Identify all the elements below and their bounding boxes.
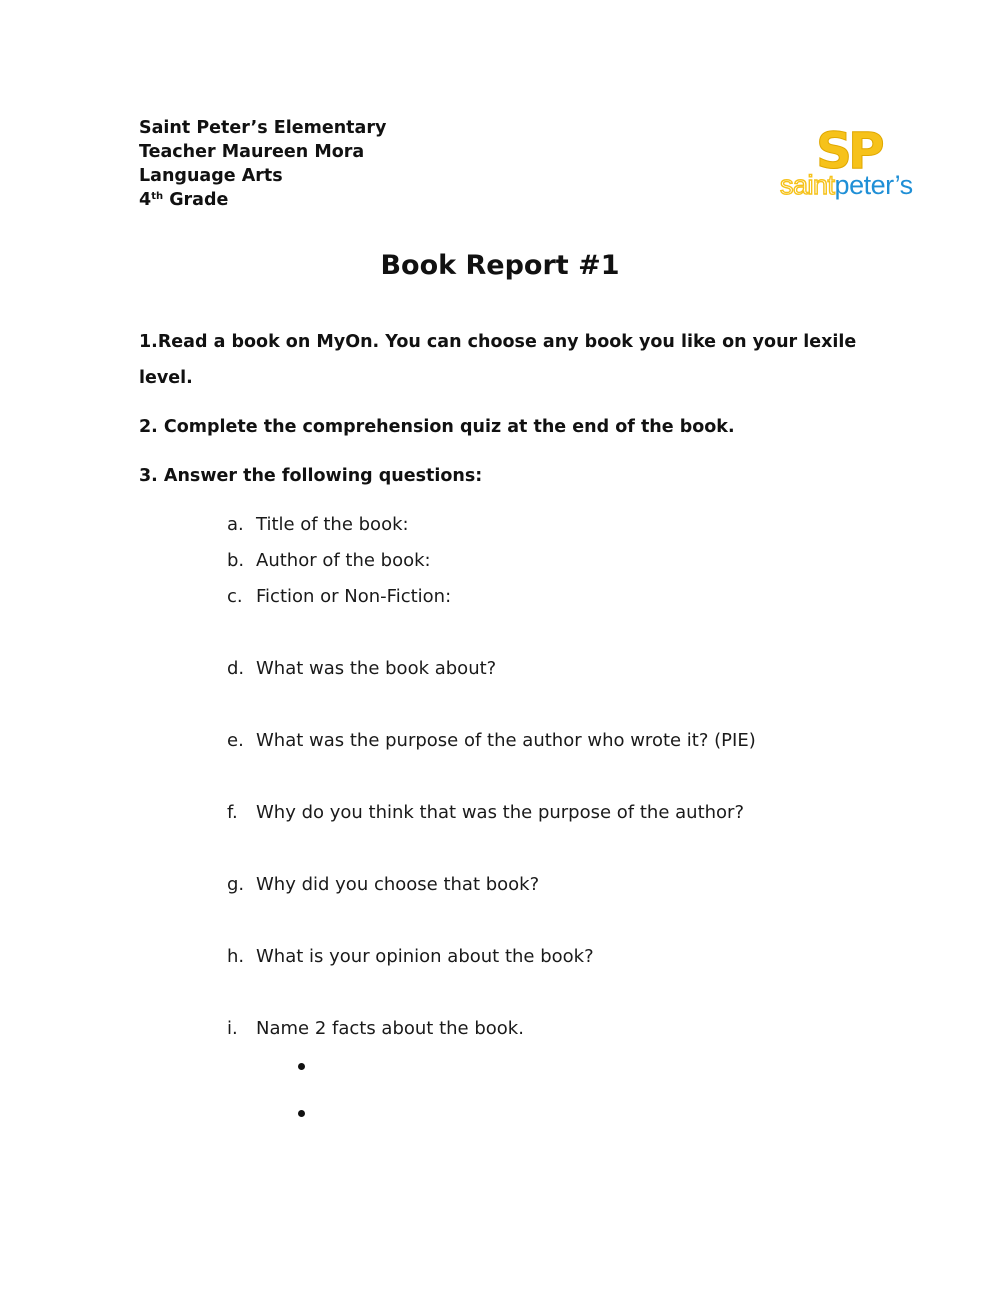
question-text: Why do you think that was the purpose of the author?	[256, 802, 744, 823]
question-text: Why did you choose that book?	[256, 874, 540, 895]
question-marker: f.	[227, 802, 238, 823]
grade-number: 4	[139, 190, 152, 210]
question-c	[227, 584, 451, 610]
grade-ordinal: th	[151, 191, 164, 202]
question-b	[227, 548, 431, 574]
header-block	[139, 116, 386, 212]
svg-text:saintpeter’s	[780, 170, 913, 200]
logo-word-peters: peter’s	[834, 170, 913, 200]
teacher-name: Teacher Maureen Mora	[139, 142, 365, 162]
question-a	[227, 512, 409, 538]
logo-monogram: SP	[816, 122, 881, 180]
saint-peters-logo	[778, 114, 928, 204]
fact-bullet-1	[298, 1063, 305, 1070]
instruction-1: 1.Read a book on MyOn. You can choose any book you like on your lexile level.	[139, 332, 857, 388]
school-name: Saint Peter’s Elementary	[139, 118, 387, 138]
instruction-3: 3. Answer the following questions:	[139, 466, 483, 486]
question-text: Author of the book:	[256, 550, 431, 571]
question-marker: c.	[227, 586, 243, 607]
question-marker: i.	[227, 1018, 238, 1039]
question-marker: g.	[227, 874, 245, 895]
question-marker: h.	[227, 946, 245, 967]
logo-word-saint: saint	[780, 170, 835, 200]
question-text: Fiction or Non-Fiction:	[256, 586, 452, 607]
grade-word: Grade	[169, 190, 229, 210]
question-i	[227, 1016, 524, 1042]
fact-bullet-2	[298, 1110, 305, 1117]
question-marker: a.	[227, 514, 244, 535]
question-text: What is your opinion about the book?	[256, 946, 594, 967]
question-text: What was the book about?	[256, 658, 497, 679]
question-h	[227, 944, 594, 970]
question-e	[227, 728, 756, 754]
question-marker: d.	[227, 658, 245, 679]
question-text: Title of the book:	[256, 514, 409, 535]
question-marker: b.	[227, 550, 245, 571]
page-title: Book Report #1	[380, 250, 620, 281]
question-g	[227, 872, 539, 898]
question-text: Name 2 facts about the book.	[256, 1018, 524, 1039]
question-d	[227, 656, 496, 682]
instruction-2: 2. Complete the comprehension quiz at the end of the book.	[139, 417, 735, 437]
question-f	[227, 800, 744, 826]
question-marker: e.	[227, 730, 244, 751]
question-text: What was the purpose of the author who wrote it? (PIE)	[256, 730, 756, 751]
subject-name: Language Arts	[139, 166, 283, 186]
grade-line	[139, 188, 386, 212]
